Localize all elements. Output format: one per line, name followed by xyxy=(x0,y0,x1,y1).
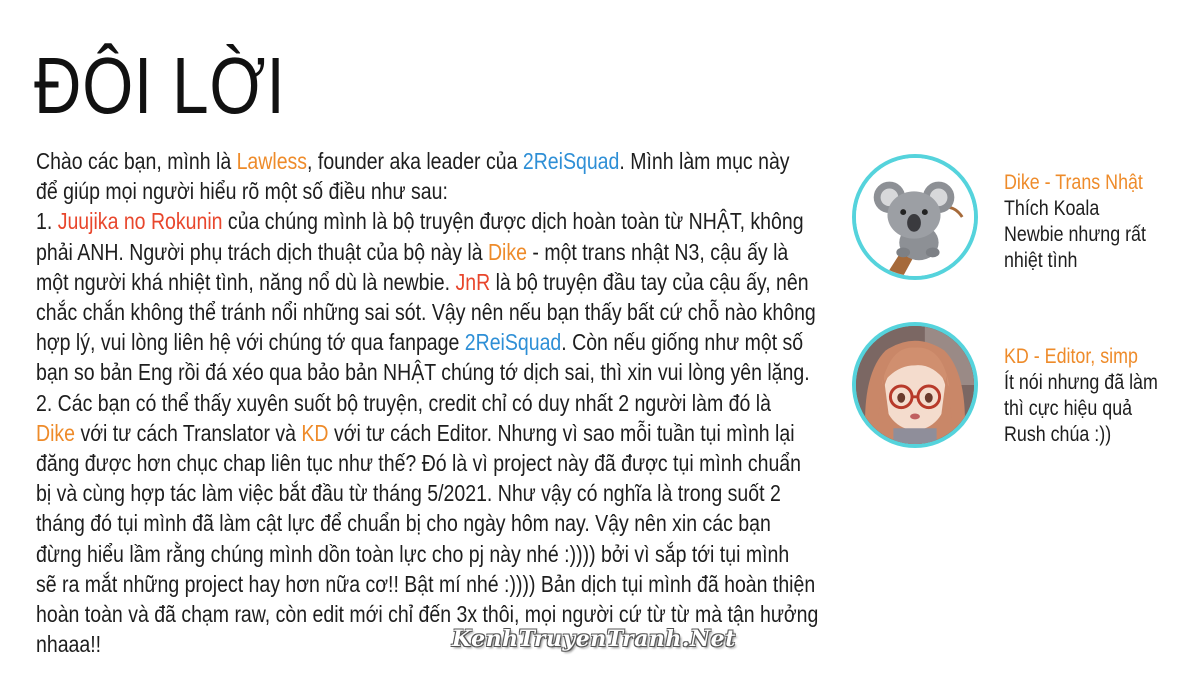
profile-desc-line: Rush chúa :)) xyxy=(1004,423,1112,446)
profile-desc-line: Thích Koala xyxy=(1004,197,1100,220)
profile-name: Dike - Trans Nhật xyxy=(1004,171,1143,194)
text-segment: với tư cách Translator và xyxy=(75,419,302,446)
watermark: KenhTruyenTranh.Net xyxy=(452,626,736,652)
koala-icon xyxy=(856,158,974,276)
text-segment: hợp lý, vui lòng liên hệ với chúng tớ qua fanpage xyxy=(36,329,465,356)
name-2reisquad: 2ReiSquad xyxy=(464,329,562,356)
text-line: 2. Các bạn có thể thấy xuyên suốt bộ truyện, credit chỉ có duy nhất 2 người làm đó là xyxy=(36,389,771,416)
text-line xyxy=(36,327,833,357)
text-line xyxy=(36,206,833,236)
profile-desc-line: thì cực hiệu quả xyxy=(1004,397,1133,420)
page-title: ĐÔI LỜI xyxy=(34,41,286,130)
text-line: tháng đó tụi mình đã làm cật lực để chuẩn bị cho ngày hôm nay. Vậy nên xin các bạn xyxy=(36,510,771,537)
text-segment: . Còn nếu giống như một số xyxy=(561,329,804,356)
profile-name: KD - Editor, simp xyxy=(1004,345,1138,368)
text-segment: là bộ truyện đầu tay của cậu ấy, nên xyxy=(490,268,809,295)
name-kd: KD xyxy=(301,419,329,446)
text-line: sẽ ra mắt những project hay hơn nữa cơ!! Bật mí nhé :)))) Bản dịch tụi mình đã hoàn thiện xyxy=(36,570,816,597)
text-line xyxy=(36,146,833,176)
kd-avatar xyxy=(852,322,978,448)
text-line: đừng hiểu lầm rằng chúng mình dồn toàn lực cho pj này nhé :)))) bởi vì sắp tới tụi mình xyxy=(36,540,790,567)
text-line: nhaaa!! xyxy=(36,631,102,658)
text-segment: phải ANH. Người phụ trách dịch thuật của bộ này là xyxy=(36,238,488,265)
title-jnr: JnR xyxy=(455,268,491,295)
text-segment: một người khá nhiệt tình, năng nổ dù là newbie. xyxy=(36,268,456,295)
text-segment: 1. xyxy=(36,208,58,235)
text-line xyxy=(36,267,833,297)
title-juujika: Juujika no Rokunin xyxy=(57,208,223,235)
text-line: bị và cùng hợp tác làm việc bắt đầu từ tháng 5/2021. Như vậy có nghĩa là trong suốt 2 xyxy=(36,480,781,507)
text-line xyxy=(36,418,833,448)
profile-desc-line: nhiệt tình xyxy=(1004,249,1078,272)
text-line: để giúp mọi người hiểu rõ một số điều như sau: xyxy=(36,178,448,205)
text-segment: - một trans nhật N3, cậu ấy là xyxy=(526,238,789,265)
profile-desc-line: Ít nói nhưng đã làm xyxy=(1004,371,1158,394)
profile-desc-line: Newbie nhưng rất xyxy=(1004,223,1146,246)
name-lawless: Lawless xyxy=(236,148,308,174)
dike-avatar xyxy=(852,154,978,280)
text-segment: , founder aka leader của xyxy=(307,148,523,174)
name-2reisquad: 2ReiSquad xyxy=(522,148,620,174)
text-segment: của chúng mình là bộ truyện được dịch hoàn toàn từ NHẬT, không xyxy=(222,208,804,235)
text-line: bạn so bản Eng rồi đá xéo qua bảo bản NHẬT chúng tớ dịch sai, thì xin vui lòng yên lặng. xyxy=(36,359,810,386)
profile-dike xyxy=(1004,170,1146,274)
profile-kd xyxy=(1004,344,1158,448)
text-line: hoàn toàn và đã chạm raw, còn edit mới chỉ đến 3x thôi, mọi người cứ từ từ mà tận hưởng xyxy=(36,601,819,628)
intro-text xyxy=(36,146,833,659)
name-dike: Dike xyxy=(487,238,527,265)
name-dike: Dike xyxy=(36,419,76,446)
anime-girl-avatar xyxy=(856,326,974,444)
text-segment: với tư cách Editor. Nhưng vì sao mỗi tuần tụi mình lại xyxy=(328,419,795,446)
text-line: chắc chắn không thể tránh nổi những sai sót. Vậy nên nếu bạn thấy bất cứ chỗ nào không xyxy=(36,299,816,326)
text-segment: Chào các bạn, mình là xyxy=(36,148,237,174)
text-line: đăng được hơn chục chap liên tục như thế? Đó là vì project này đã được tụi mình chuẩn xyxy=(36,450,802,477)
text-segment: . Mình làm mục này xyxy=(619,148,790,174)
text-line xyxy=(36,237,833,267)
